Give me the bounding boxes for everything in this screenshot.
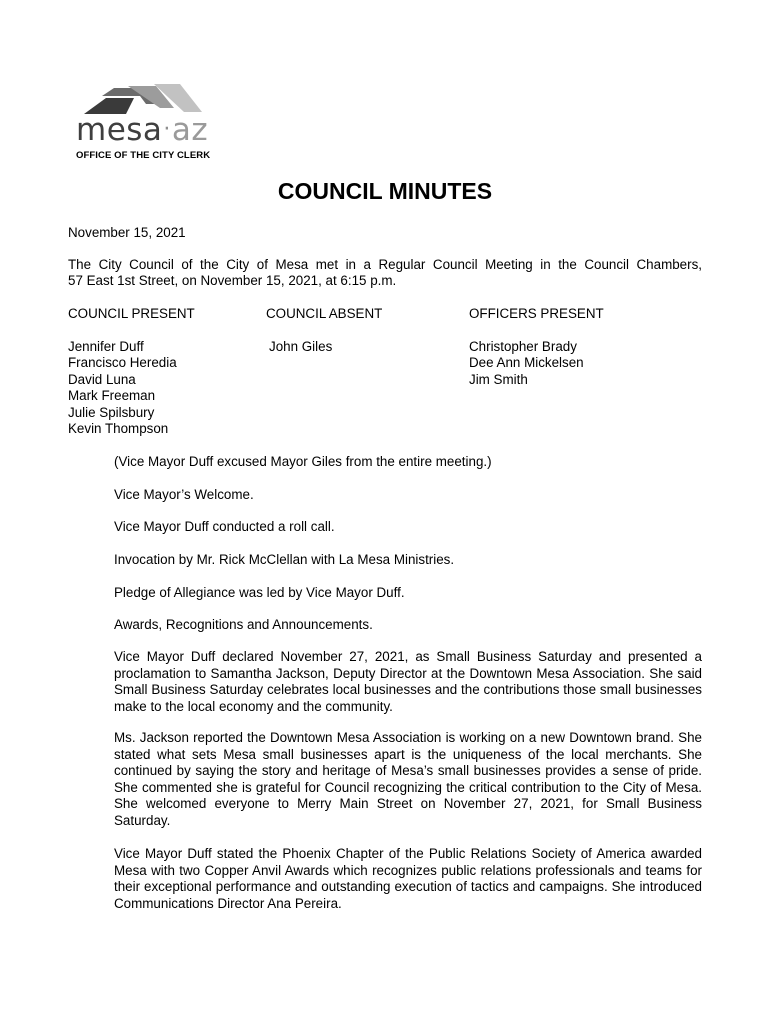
- list-item: Kevin Thompson: [68, 421, 169, 437]
- list-item: Jim Smith: [469, 371, 528, 387]
- agenda-item: Awards, Recognitions and Announcements.: [114, 617, 373, 632]
- paragraph: Vice Mayor Duff stated the Phoenix Chapter of the Public Relations Society of America awarded Mesa with two Copper Anvil Awards which recognizes public relations professionals and teams for their exceptional performance and outstanding execution of tactics and campaigns. She introduced Communications Director Ana Pereira.: [114, 846, 702, 911]
- list-item: Christopher Brady: [469, 339, 577, 354]
- logo-wordmark: mesa·az: [76, 112, 209, 148]
- list-item: Dee Ann Mickelsen: [469, 355, 584, 371]
- list-item: Mark Freeman: [68, 388, 156, 404]
- mountain-logo-icon: [84, 84, 204, 114]
- council-absent-heading: COUNCIL ABSENT: [266, 306, 383, 321]
- paragraph: Ms. Jackson reported the Downtown Mesa Association is working on a new Downtown brand. She stated what sets Mesa small businesses apart is the uniqueness of the local merchants. She continued by saying the story and heritage of Mesa’s small businesses provides a sense of pride. She commented she is grateful for Council recognizing the critical contribution to the City of Mesa. She welcomed everyone to Merry Main Street on November 27, 2021, for Small Business Saturday.: [114, 730, 702, 828]
- intro-line-2: 57 East 1st Street, on November 15, 2021, at 6:15 p.m.: [68, 273, 397, 288]
- agenda-item: Vice Mayor Duff conducted a roll call.: [114, 519, 335, 534]
- agenda-item: Vice Mayor’s Welcome.: [114, 487, 254, 502]
- mesa-az-logo: [76, 84, 216, 164]
- paragraph: Vice Mayor Duff declared November 27, 2021, as Small Business Saturday and presented a proclamation to Samantha Jackson, Deputy Director at the Downtown Mesa Association. She said Small Business Saturday celebrates local businesses and the contributions those small businesses make to the local economy and the community.: [114, 649, 702, 714]
- list-item: Julie Spilsbury: [68, 404, 155, 420]
- list-item: David Luna: [68, 371, 136, 387]
- list-item: John Giles: [269, 339, 333, 354]
- agenda-item: Invocation by Mr. Rick McClellan with La Mesa Ministries.: [114, 552, 455, 567]
- agenda-item: (Vice Mayor Duff excused Mayor Giles from the entire meeting.): [114, 454, 492, 469]
- meeting-date: November 15, 2021: [68, 225, 186, 240]
- page-title: COUNCIL MINUTES: [277, 178, 493, 204]
- list-item: Jennifer Duff: [68, 339, 144, 354]
- agenda-item: Pledge of Allegiance was led by Vice Mayor Duff.: [114, 585, 405, 600]
- council-absent-list: [269, 339, 332, 355]
- office-label: OFFICE OF THE CITY CLERK: [76, 150, 211, 161]
- council-present-heading: COUNCIL PRESENT: [68, 306, 195, 321]
- officers-present-list: [469, 339, 584, 388]
- list-item: Francisco Heredia: [68, 355, 177, 371]
- intro-line-1: The City Council of the City of Mesa met in a Regular Council Meeting in the Council Chambers,: [68, 257, 702, 272]
- council-present-list: [68, 339, 177, 437]
- officers-present-heading: OFFICERS PRESENT: [469, 306, 604, 321]
